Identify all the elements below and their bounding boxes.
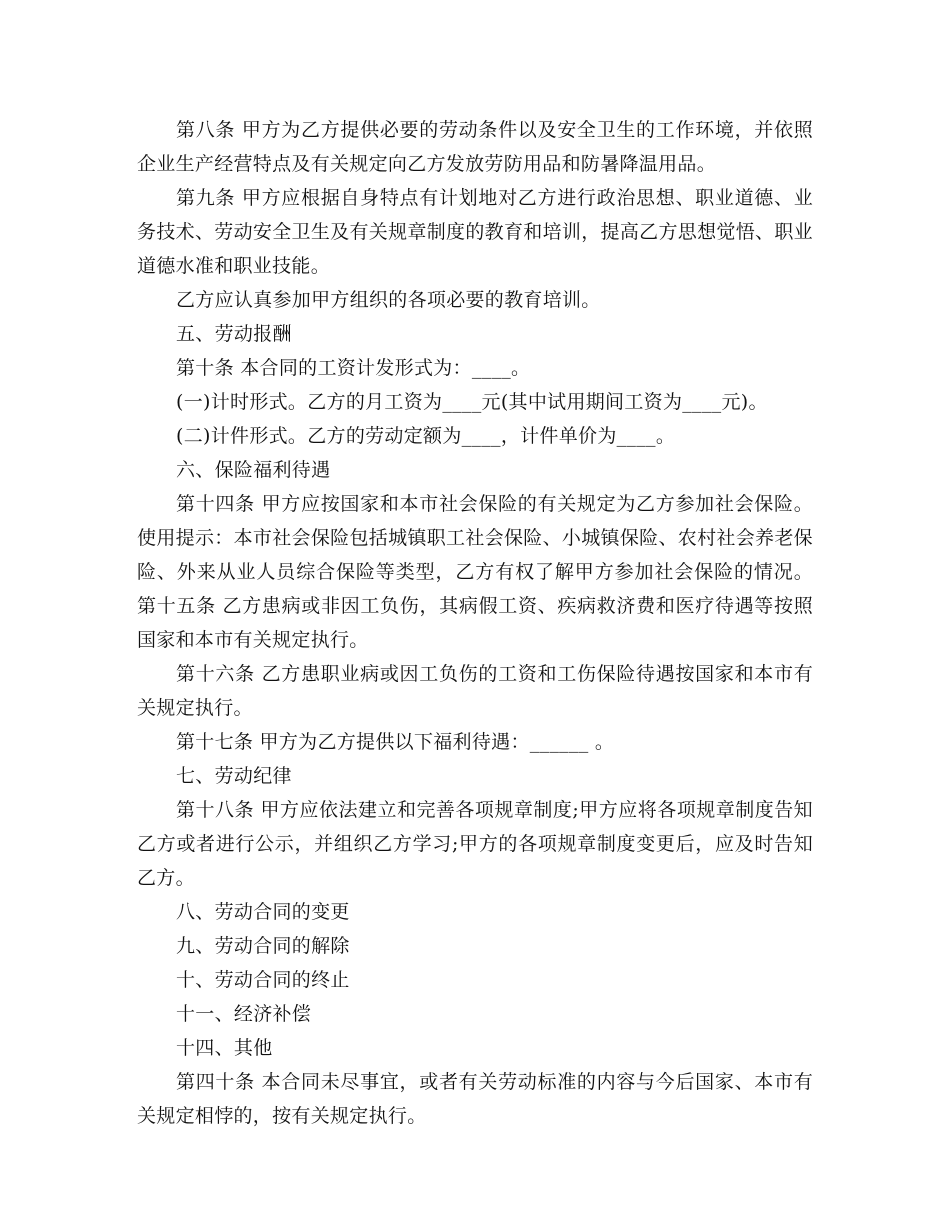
article-8: 第八条 甲方为乙方提供必要的劳动条件以及安全卫生的工作环境，并依照企业生产经营特点及有关规定向乙方发放劳防用品和防暑降温用品。 <box>137 119 813 175</box>
document-body <box>137 113 813 1133</box>
section-heading-remuneration: 五、劳动报酬 <box>176 323 292 345</box>
section-heading-change: 八、劳动合同的变更 <box>176 901 350 923</box>
article-17: 第十七条 甲方为乙方提供以下福利待遇：______ 。 <box>176 731 615 753</box>
section-heading-discipline: 七、劳动纪律 <box>176 765 292 787</box>
section-heading-termination: 十、劳动合同的终止 <box>176 969 350 991</box>
section-heading-other: 十四、其他 <box>176 1037 273 1059</box>
article-14-15: 第十四条 甲方应按国家和本市社会保险的有关规定为乙方参加社会保险。 使用提示：本市社会保险包括城镇职工社会保险、小城镇保险、农村社会养老保险、外来从业人员综合保险等类型，乙方有权了解甲方参加社会保险的情况。 第十五条 乙方患病或非因工负伤，其病假工资、疾病救济费和医疗待遇等按照国家和本市有关规定执行。 <box>137 493 813 651</box>
article-9: 第九条 甲方应根据自身特点有计划地对乙方进行政治思想、职业道德、业务技术、劳动安全卫生及有关规章制度的教育和培训，提高乙方思想觉悟、职业道德水准和职业技能。 <box>137 187 813 277</box>
training-note: 乙方应认真参加甲方组织的各项必要的教育培训。 <box>176 289 601 311</box>
article-10-item-2: (二)计件形式。乙方的劳动定额为____，计件单价为____。 <box>176 425 676 447</box>
article-40: 第四十条 本合同未尽事宜，或者有关劳动标准的内容与今后国家、本市有关规定相悖的，按有关规定执行。 <box>137 1071 813 1127</box>
section-heading-compensation: 十一、经济补偿 <box>176 1003 312 1025</box>
section-heading-insurance: 六、保险福利待遇 <box>176 459 331 481</box>
article-10-item-1: (一)计时形式。乙方的月工资为____元(其中试用期间工资为____元)。 <box>176 391 768 413</box>
article-18: 第十八条 甲方应依法建立和完善各项规章制度;甲方应将各项规章制度告知乙方或者进行公示，并组织乙方学习;甲方的各项规章制度变更后，应及时告知乙方。 <box>137 799 813 889</box>
section-heading-rescission: 九、劳动合同的解除 <box>176 935 350 957</box>
article-16: 第十六条 乙方患职业病或因工负伤的工资和工伤保险待遇按国家和本市有关规定执行。 <box>137 663 813 719</box>
article-10: 第十条 本合同的工资计发形式为：____。 <box>176 357 531 379</box>
